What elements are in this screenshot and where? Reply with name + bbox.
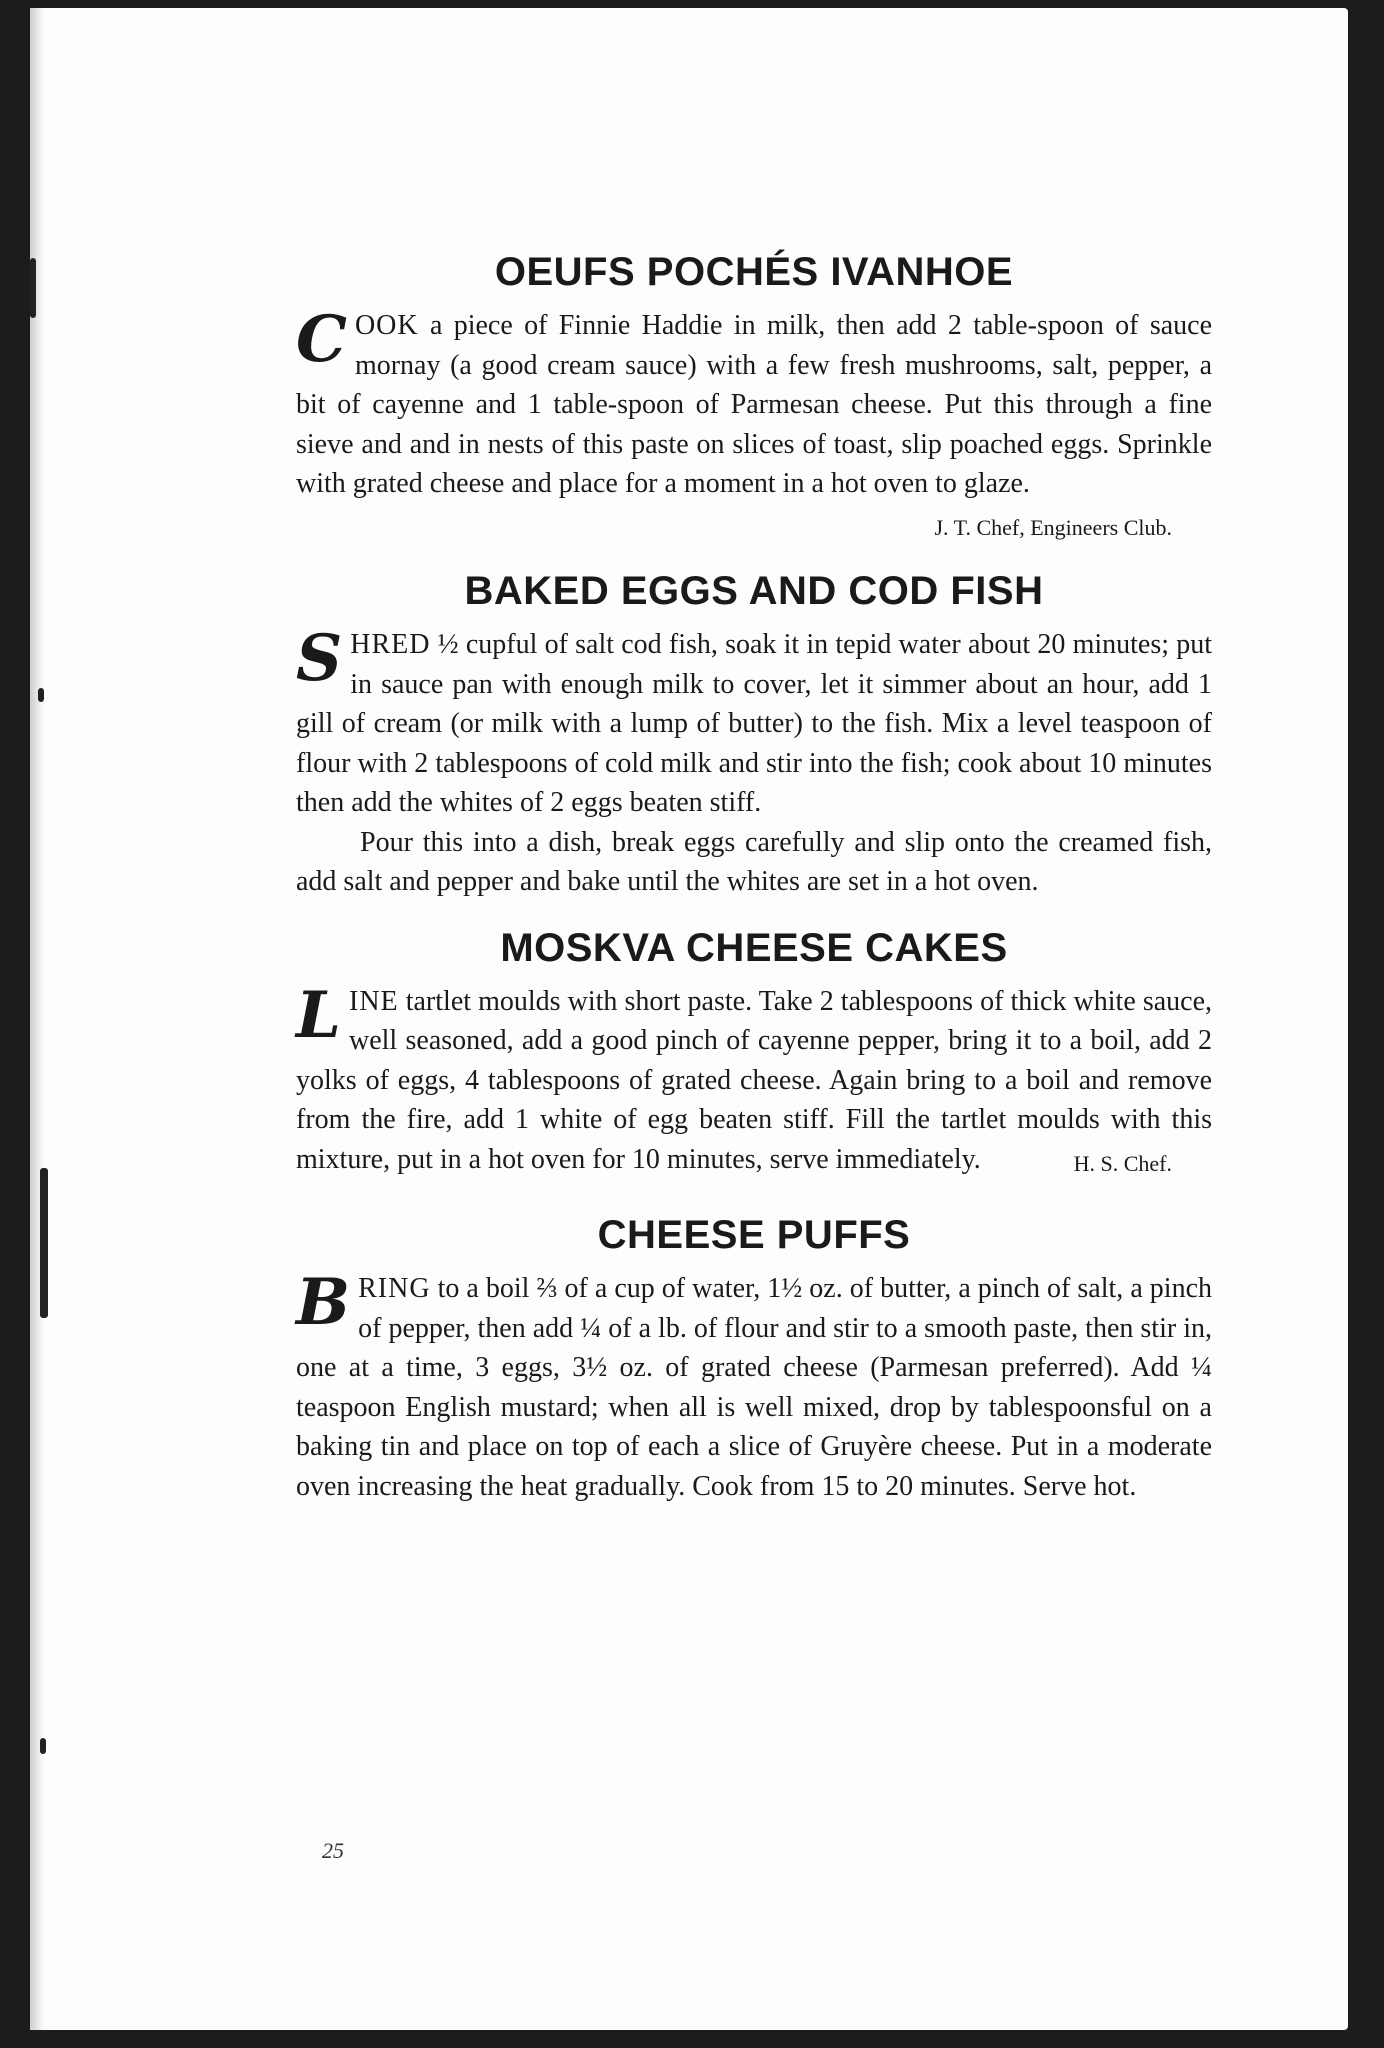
binding-mark: [38, 688, 44, 702]
recipe-text: tartlet moulds with short paste. Take 2 tablespoons of thick white sauce, well seasoned, add a good pinch of cayenne pepper, bring it to a boil, add 2 yolks of eggs, 4 tablespoons of grated cheese. Again bring to a boil and remove from the fire, add 1 white of egg beaten stiff. Fill the tartlet moulds with this mixture, put in a hot oven for 10 minutes, serve immediately.: [296, 985, 1212, 1175]
drop-cap: C: [296, 302, 347, 377]
recipe-cheese-puffs: [296, 1211, 1212, 1506]
binding-mark: [30, 258, 36, 318]
recipe-oeufs-poches: [296, 248, 1212, 547]
recipe-body: [296, 302, 1212, 547]
recipe-text: ½ cupful of salt cod fish, soak it in tepid water about 20 minutes; put in sauce pan with enough milk to cover, let it simmer about an hour, add 1 gill of cream (or milk with a lump of butter) to the fish. Mix a level teaspoon of flour with 2 tablespoons of cold milk and stir into the fish; cook about 10 minutes then add the whites of 2 eggs beaten stiff.: [296, 629, 1212, 818]
recipe-body: [296, 1265, 1212, 1506]
recipe-baked-eggs-cod: [296, 567, 1212, 902]
lead-word: INE: [349, 985, 399, 1017]
recipe-attribution: J. T. Chef, Engineers Club.: [934, 514, 1172, 540]
book-page: [30, 8, 1348, 2030]
recipe-column: [296, 248, 1212, 1506]
recipe-text: to a boil ⅔ of a cup of water, 1½ oz. of butter, a pinch of salt, a pinch of pepper, then add ¼ of a lb. of flour and stir to a smooth paste, then stir in, one at a time, 3 eggs, 3½ oz. of grated cheese (Parmesan preferred). Add ¼ teaspoon English mustard; when all is well mixed, drop by tablespoonsful on a baking tin and place on top of each a slice of Gruyère cheese. Put in a moderate oven increasing the heat gradually. Cook from 15 to 20 minutes. Serve hot.: [296, 1273, 1212, 1502]
recipe-body: [296, 621, 1212, 902]
recipe-moskva-cheese-cakes: [296, 924, 1212, 1184]
drop-cap: B: [296, 1265, 351, 1340]
recipe-text-continued: Pour this into a dish, break eggs carefully and slip onto the creamed fish, add salt and pepper and bake until the whites are set in a hot oven.: [296, 826, 1212, 897]
recipe-attribution: H. S. Chef.: [1073, 1150, 1172, 1176]
lead-word: HRED: [350, 629, 431, 660]
binding-mark: [40, 1738, 46, 1754]
binding-mark: [40, 1168, 48, 1318]
lead-word: RING: [358, 1273, 431, 1304]
recipe-title: OEUFS POCHÉS IVANHOE: [494, 250, 1014, 294]
recipe-title: BAKED EGGS AND COD FISH: [464, 569, 1044, 613]
drop-cap: L: [296, 977, 341, 1053]
lead-word: OOK: [354, 310, 419, 341]
drop-cap: S: [296, 621, 343, 696]
page-number: 25: [322, 1838, 344, 1863]
recipe-text: a piece of Finnie Haddie in milk, then add 2 table-spoon of sauce mornay (a good cream sauce) with a few fresh mushrooms, salt, pepper, a bit of cayenne and 1 table-spoon of Parmesan cheese. Put this through a fine sieve and and in nests of this paste on slices of toast, slip poached eggs. Sprinkle with grated cheese and place for a moment in a hot oven to glaze.: [296, 310, 1212, 499]
recipe-title: CHEESE PUFFS: [597, 1213, 911, 1257]
recipe-body: [296, 977, 1212, 1184]
recipe-title: MOSKVA CHEESE CAKES: [500, 925, 1008, 970]
